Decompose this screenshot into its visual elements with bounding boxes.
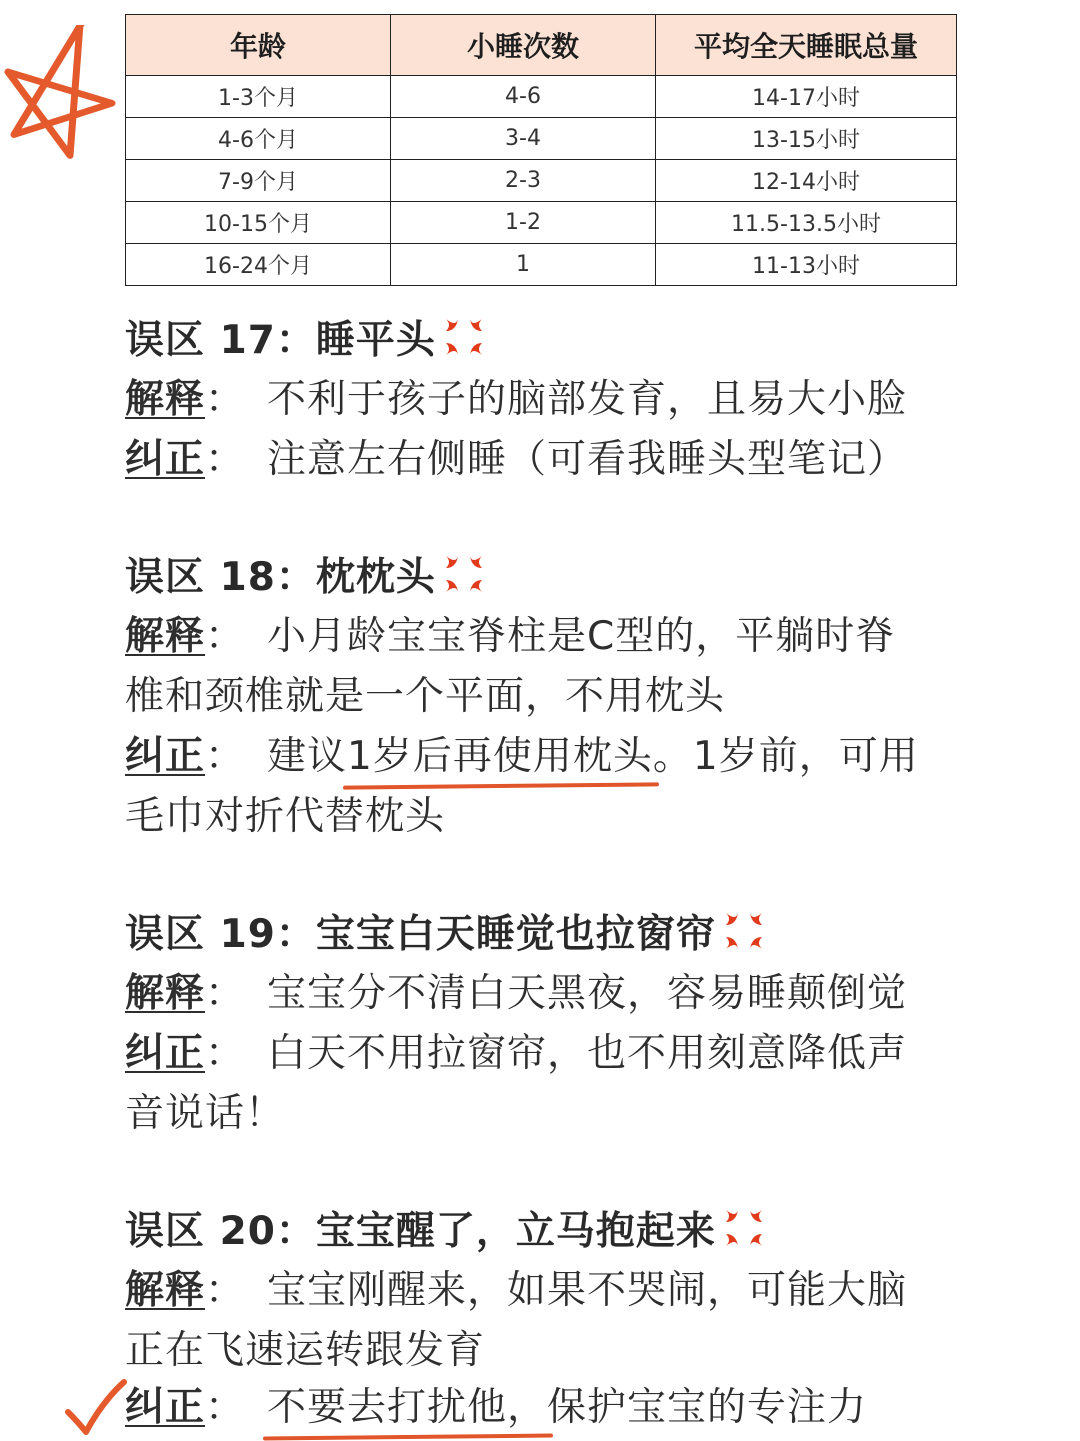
correct-line: [125, 1029, 907, 1079]
table-cell: 1-3个月: [126, 76, 391, 118]
correct-text: 毛巾对折代替枕头: [125, 794, 446, 839]
correct-label: 纠正: [125, 437, 206, 482]
table-cell: 7-9个月: [126, 160, 391, 202]
colon: ：: [205, 1268, 246, 1313]
explain-line: [125, 375, 907, 425]
table-cell: 1: [391, 244, 656, 286]
anger-symbol-icon: [722, 909, 766, 953]
col-header-total-sleep: 平均全天睡眠总量: [656, 15, 957, 76]
explain-line: [125, 612, 895, 662]
correct-line-cont: [125, 792, 445, 842]
explain-text: 不利于孩子的脑部发育，且易大小脸: [267, 377, 908, 422]
correct-line: [125, 732, 919, 782]
highlighted-text: 1岁后再使用枕头: [347, 732, 653, 782]
table-cell: 14-17小时: [656, 76, 957, 118]
colon: ：: [205, 377, 246, 422]
anger-symbol-icon: [722, 1206, 766, 1250]
highlighted-text: 不要去打扰他，: [267, 1383, 547, 1433]
colon: ：: [205, 614, 246, 659]
table-row: [126, 76, 957, 118]
col-header-age: 年龄: [126, 15, 391, 76]
explain-text: 正在飞速运转跟发育: [125, 1328, 486, 1373]
correct-line: [125, 1383, 867, 1433]
sleep-table: [125, 14, 957, 286]
correct-label: 纠正: [125, 1031, 206, 1076]
table-cell: 12-14小时: [656, 160, 957, 202]
explain-label: 解释: [125, 377, 206, 422]
table-cell: 13-15小时: [656, 118, 957, 160]
explain-label: 解释: [125, 1268, 206, 1313]
colon: ：: [205, 1031, 246, 1076]
table-row: [126, 244, 957, 286]
explain-text: 小月龄宝宝脊柱是C型的，平躺时脊: [267, 614, 896, 659]
table-row: [126, 202, 957, 244]
explain-line: [125, 1266, 907, 1316]
explain-line: [125, 969, 907, 1019]
explain-text: 宝宝分不清白天黑夜，容易睡颠倒觉: [267, 971, 908, 1016]
colon: ：: [205, 971, 246, 1016]
col-header-naps: 小睡次数: [391, 15, 656, 76]
section-heading-17: [125, 315, 486, 366]
colon: ：: [205, 734, 246, 779]
correct-text: 注意左右侧睡（可看我睡头型笔记）: [267, 437, 908, 482]
correct-text: 白天不用拉窗帘，也不用刻意降低声: [267, 1031, 908, 1076]
explain-text: 宝宝刚醒来，如果不哭闹，可能大脑: [267, 1268, 908, 1313]
correct-text: 。1岁前，可用: [652, 734, 919, 779]
table-cell: 1-2: [391, 202, 656, 244]
section-heading-19: [125, 909, 766, 960]
table-cell: 11.5-13.5小时: [656, 202, 957, 244]
table-cell: 10-15个月: [126, 202, 391, 244]
explain-text: 椎和颈椎就是一个平面，不用枕头: [125, 674, 726, 719]
table-cell: 4-6个月: [126, 118, 391, 160]
explain-label: 解释: [125, 614, 206, 659]
colon: ：: [205, 1385, 246, 1430]
anger-symbol-icon: [442, 315, 486, 359]
explain-line-cont: [125, 672, 725, 722]
table-cell: 16-24个月: [126, 244, 391, 286]
star-doodle-icon: [0, 25, 120, 165]
table-cell: 11-13小时: [656, 244, 957, 286]
table-cell: 3-4: [391, 118, 656, 160]
explain-label: 解释: [125, 971, 206, 1016]
table-row: [126, 160, 957, 202]
section-heading-18: [125, 552, 486, 603]
correct-text: 音说话！: [125, 1091, 286, 1136]
anger-symbol-icon: [442, 552, 486, 596]
correct-text: 保护宝宝的专注力: [547, 1385, 868, 1430]
table-row: [126, 118, 957, 160]
checkmark-doodle-icon: [62, 1378, 132, 1438]
heading-text: 误区 19：宝宝白天睡觉也拉窗帘: [125, 912, 716, 957]
correct-line-cont: [125, 1089, 285, 1139]
heading-text: 误区 17：睡平头: [125, 318, 436, 363]
correct-label: 纠正: [125, 1385, 206, 1430]
colon: ：: [205, 437, 246, 482]
table-header-row: [126, 15, 957, 76]
correct-text: 建议: [267, 734, 348, 779]
heading-text: 误区 20：宝宝醒了，立马抱起来: [125, 1209, 716, 1254]
correct-line: [125, 435, 907, 485]
table-cell: 2-3: [391, 160, 656, 202]
section-heading-20: [125, 1206, 766, 1257]
explain-line-cont: [125, 1326, 485, 1376]
heading-text: 误区 18：枕枕头: [125, 555, 436, 600]
table-cell: 4-6: [391, 76, 656, 118]
correct-label: 纠正: [125, 734, 206, 779]
